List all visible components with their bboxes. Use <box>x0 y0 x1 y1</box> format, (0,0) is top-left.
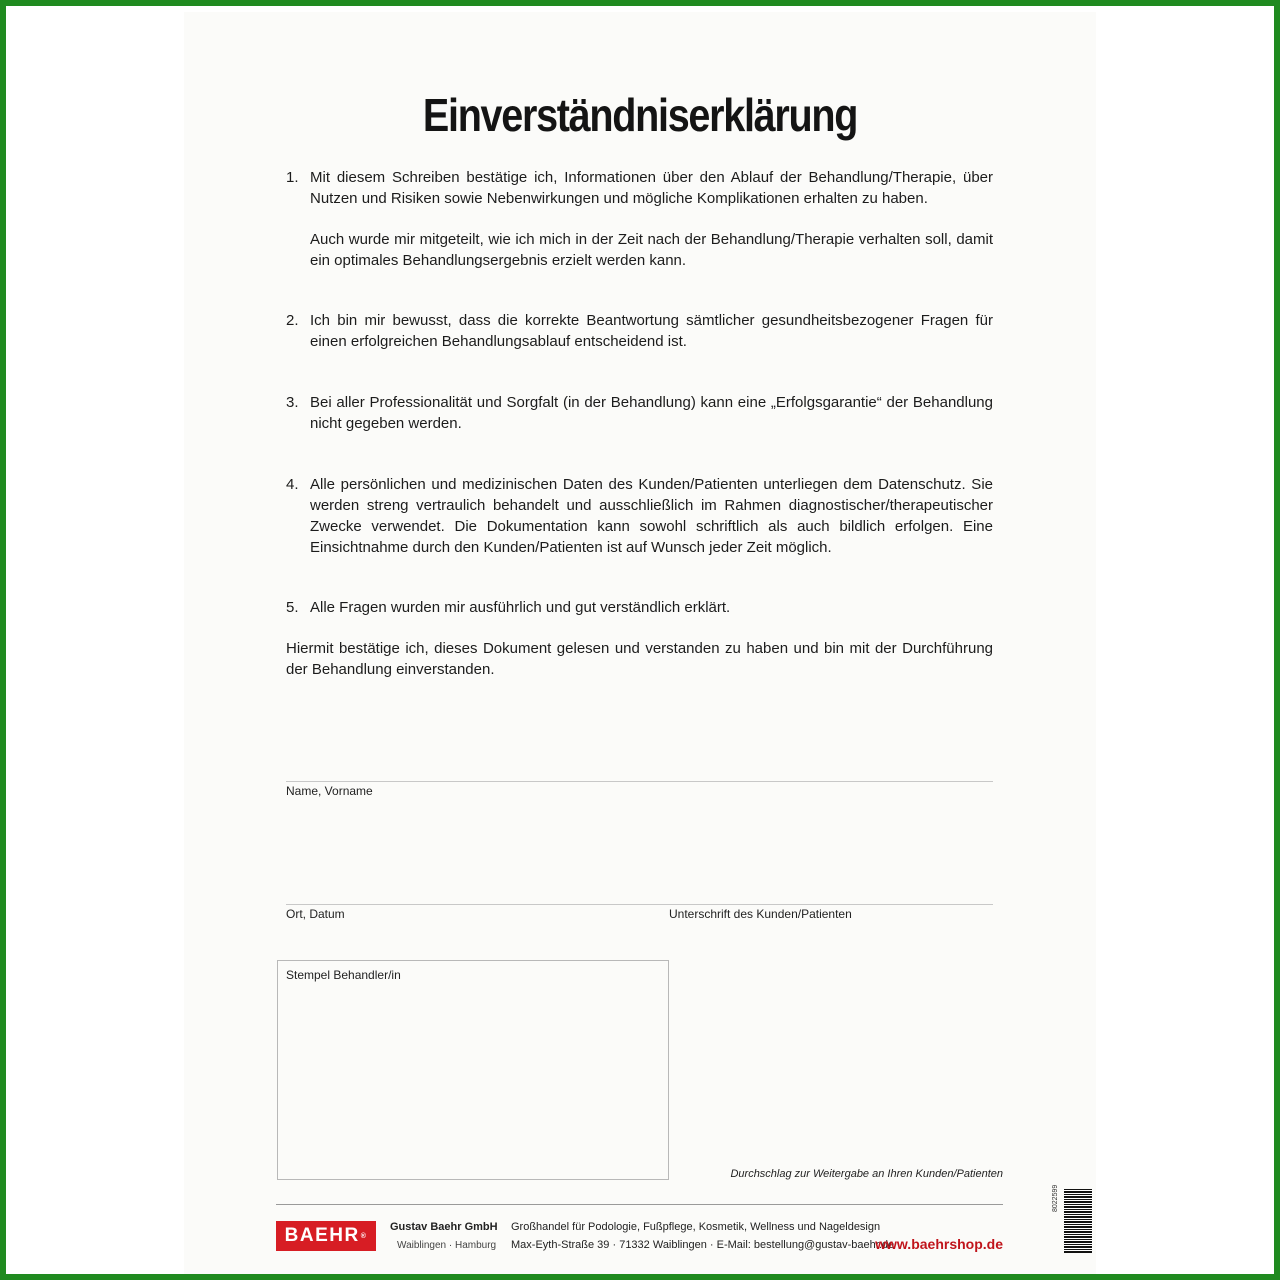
company-tagline: Großhandel für Podologie, Fußpflege, Kosmetik, Wellness und Nageldesign <box>511 1221 881 1233</box>
item-paragraph: Mit diesem Schreiben bestätige ich, Informationen über den Ablauf der Behandlung/Therapie, über Nutzen und Risiken sowie Nebenwirkungen und mögliche Komplikationen erhalten zu haben. <box>310 169 993 207</box>
company-name: Gustav Baehr GmbH <box>390 1221 498 1233</box>
list-item-3 <box>286 392 993 436</box>
footer-divider <box>276 1204 1003 1205</box>
registered-mark: ® <box>360 1232 368 1240</box>
barcode-number: 8022599 <box>1052 1184 1059 1212</box>
item-number: 5. <box>286 599 299 616</box>
item-paragraph: Bei aller Professionalität und Sorgfalt (in der Behandlung) kann eine „Erfolgsgarantie“ der Behandlung nicht gegeben werden. <box>310 394 993 432</box>
item-paragraph: Alle Fragen wurden mir ausführlich und gut verständlich erklärt. <box>310 599 731 616</box>
stamp-field-label: Stempel Behandler/in <box>286 968 401 982</box>
name-signature-line[interactable] <box>286 781 993 782</box>
list-item-2 <box>286 310 993 354</box>
item-paragraph: Auch wurde mir mitgeteilt, wie ich mich in der Zeit nach der Behandlung/Therapie verhalten soll, damit ein optimales Behandlungsergebnis erzielt werden kann. <box>310 231 993 269</box>
place-date-field-label: Ort, Datum <box>286 907 345 921</box>
list-item-4 <box>286 474 993 560</box>
website-link[interactable]: www.baehrshop.de <box>875 1236 1003 1252</box>
barcode-icon <box>1064 1189 1092 1253</box>
name-field-label: Name, Vorname <box>286 784 373 798</box>
item-number: 3. <box>286 394 299 411</box>
item-number: 4. <box>286 476 299 493</box>
list-item-1 <box>286 167 993 272</box>
list-item-5 <box>286 597 993 619</box>
place-date-signature-line[interactable] <box>286 904 993 905</box>
document-title: Einverständniserklärung <box>422 89 858 141</box>
item-number: 2. <box>286 312 299 329</box>
company-locations: Waiblingen · Hamburg <box>397 1240 497 1251</box>
closing-statement: Hiermit bestätige ich, dieses Dokument gelesen und verstanden zu haben und bin mit der Durchführung der Behandlung einverstanden. <box>286 640 993 678</box>
stamp-box[interactable] <box>277 960 669 1180</box>
item-number: 1. <box>286 169 299 186</box>
company-address: Max-Eyth-Straße 39 · 71332 Waiblingen · E-Mail: bestellung@gustav-baehr.de <box>511 1239 895 1251</box>
item-paragraph: Alle persönlichen und medizinischen Daten des Kunden/Patienten unterliegen dem Datenschutz. Sie werden streng vertraulich behandelt und ausschließlich im Rahmen diagnostischer/therapeutischer Zwecke verwendet. Die Dokumentation kann sowohl schriftlich als auch bildlich erfolgen. Eine Einsichtnahme durch den Kunden/Patienten ist auf Wunsch jeder Zeit möglich. <box>310 476 993 556</box>
copy-note: Durchschlag zur Weitergabe an Ihren Kunden/Patienten <box>730 1168 1003 1180</box>
baehr-logo: BAEHR ® <box>276 1221 376 1251</box>
item-paragraph: Ich bin mir bewusst, dass die korrekte Beantwortung sämtlicher gesundheitsbezogener Fragen für einen erfolgreichen Behandlungsablauf entscheidend ist. <box>310 312 993 350</box>
signature-field-label: Unterschrift des Kunden/Patienten <box>669 907 852 921</box>
